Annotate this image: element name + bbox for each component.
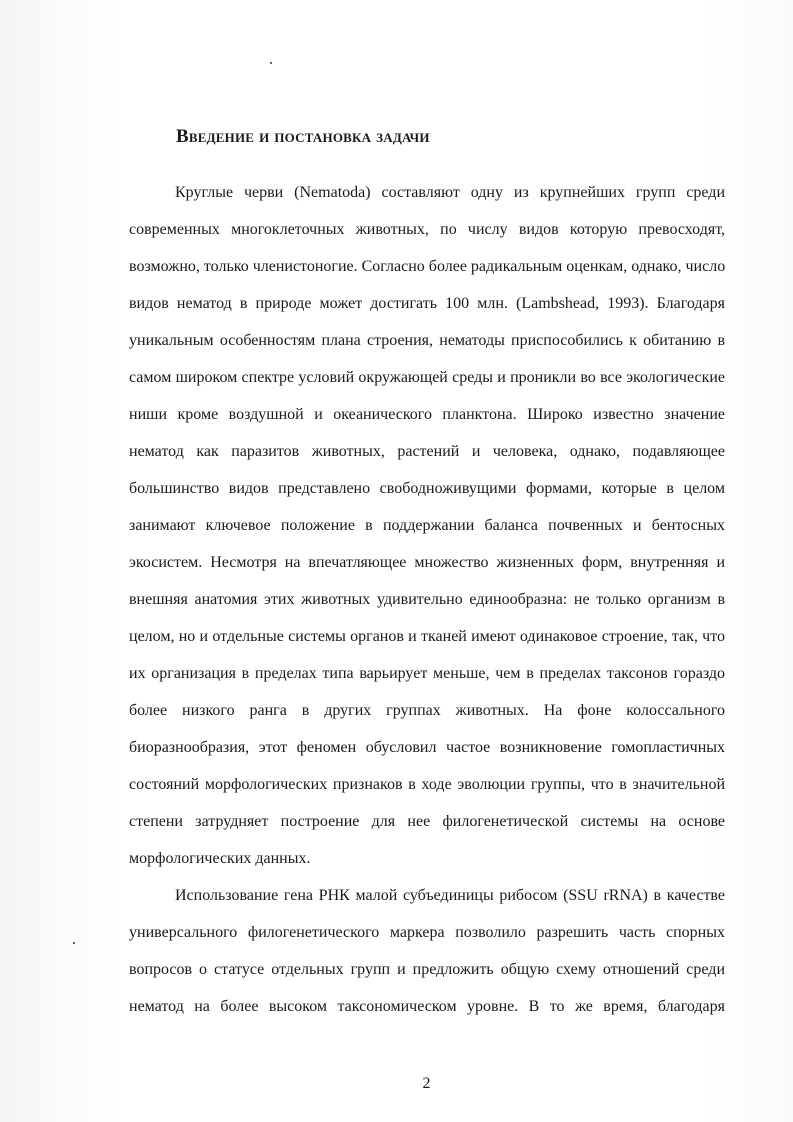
text-line: видов нематод в природе может достигать 100 млн. (Lambshead, 1993). Благодаря (129, 295, 725, 312)
text-line: уникальным особенностям плана строения, нематоды приспособились к обитанию в (129, 332, 725, 349)
text-line: вопросов о статусе отдельных групп и предложить общую схему отношений среди (129, 961, 725, 978)
text-line: ниши кроме воздушной и океанического планктона. Широко известно значение (129, 406, 725, 423)
scan-speck (270, 62, 272, 64)
text-line: целом, но и отдельные системы органов и тканей имеют одинаковое строение, так, что (129, 628, 725, 645)
text-line: возможно, только членистоногие. Согласно более радикальным оценкам, однако, число (129, 258, 726, 275)
scan-speck (73, 942, 75, 944)
text-line: самом широком спектре условий окружающей среды и проникли во все экологические (129, 369, 725, 386)
text-line: их организация в пределах типа варьирует меньше, чем в пределах таксонов гораздо (129, 665, 725, 682)
text-line: биоразнообразия, этот феномен обусловил частое возникновение гомопластичных (129, 739, 725, 756)
text-line: универсального филогенетического маркера позволило разрешить часть спорных (129, 924, 725, 941)
text-line: более низкого ранга в других группах животных. На фоне колоссального (129, 702, 725, 719)
paragraph (129, 877, 725, 1025)
text-line: нематод как паразитов животных, растений и человека, однако, подавляющее (129, 443, 725, 460)
text-line: занимают ключевое положение в поддержании баланса почвенных и бентосных (129, 517, 725, 534)
paragraph (129, 174, 725, 877)
page-number: 2 (422, 1075, 431, 1092)
text-line: Использование гена РНК малой субъединицы рибосом (SSU rRNA) в качестве (175, 887, 725, 904)
text-line: Круглые черви (Nematoda) составляют одну из крупнейших групп среди (175, 184, 725, 201)
text-line: нематод на более высоком таксономическом уровне. В то же время, благодаря (129, 998, 725, 1015)
section-heading: Введение и постановка задачи (176, 126, 430, 147)
paragraph-2 (129, 877, 725, 1025)
paragraph-1 (129, 174, 725, 877)
text-line: морфологических данных. (129, 850, 311, 867)
text-line: большинство видов представлено свободноживущими формами, которые в целом (129, 480, 725, 497)
text-line: современных многоклеточных животных, по числу видов которую превосходят, (129, 221, 725, 238)
text-line: степени затрудняет построение для нее филогенетической системы на основе (129, 813, 725, 830)
text-line: внешняя анатомия этих животных удивительно единообразна: не только организм в (129, 591, 725, 608)
text-line: экосистем. Несмотря на впечатляющее множество жизненных форм, внутренняя и (129, 554, 725, 571)
text-line: состояний морфологических признаков в ходе эволюции группы, что в значительной (129, 776, 725, 793)
